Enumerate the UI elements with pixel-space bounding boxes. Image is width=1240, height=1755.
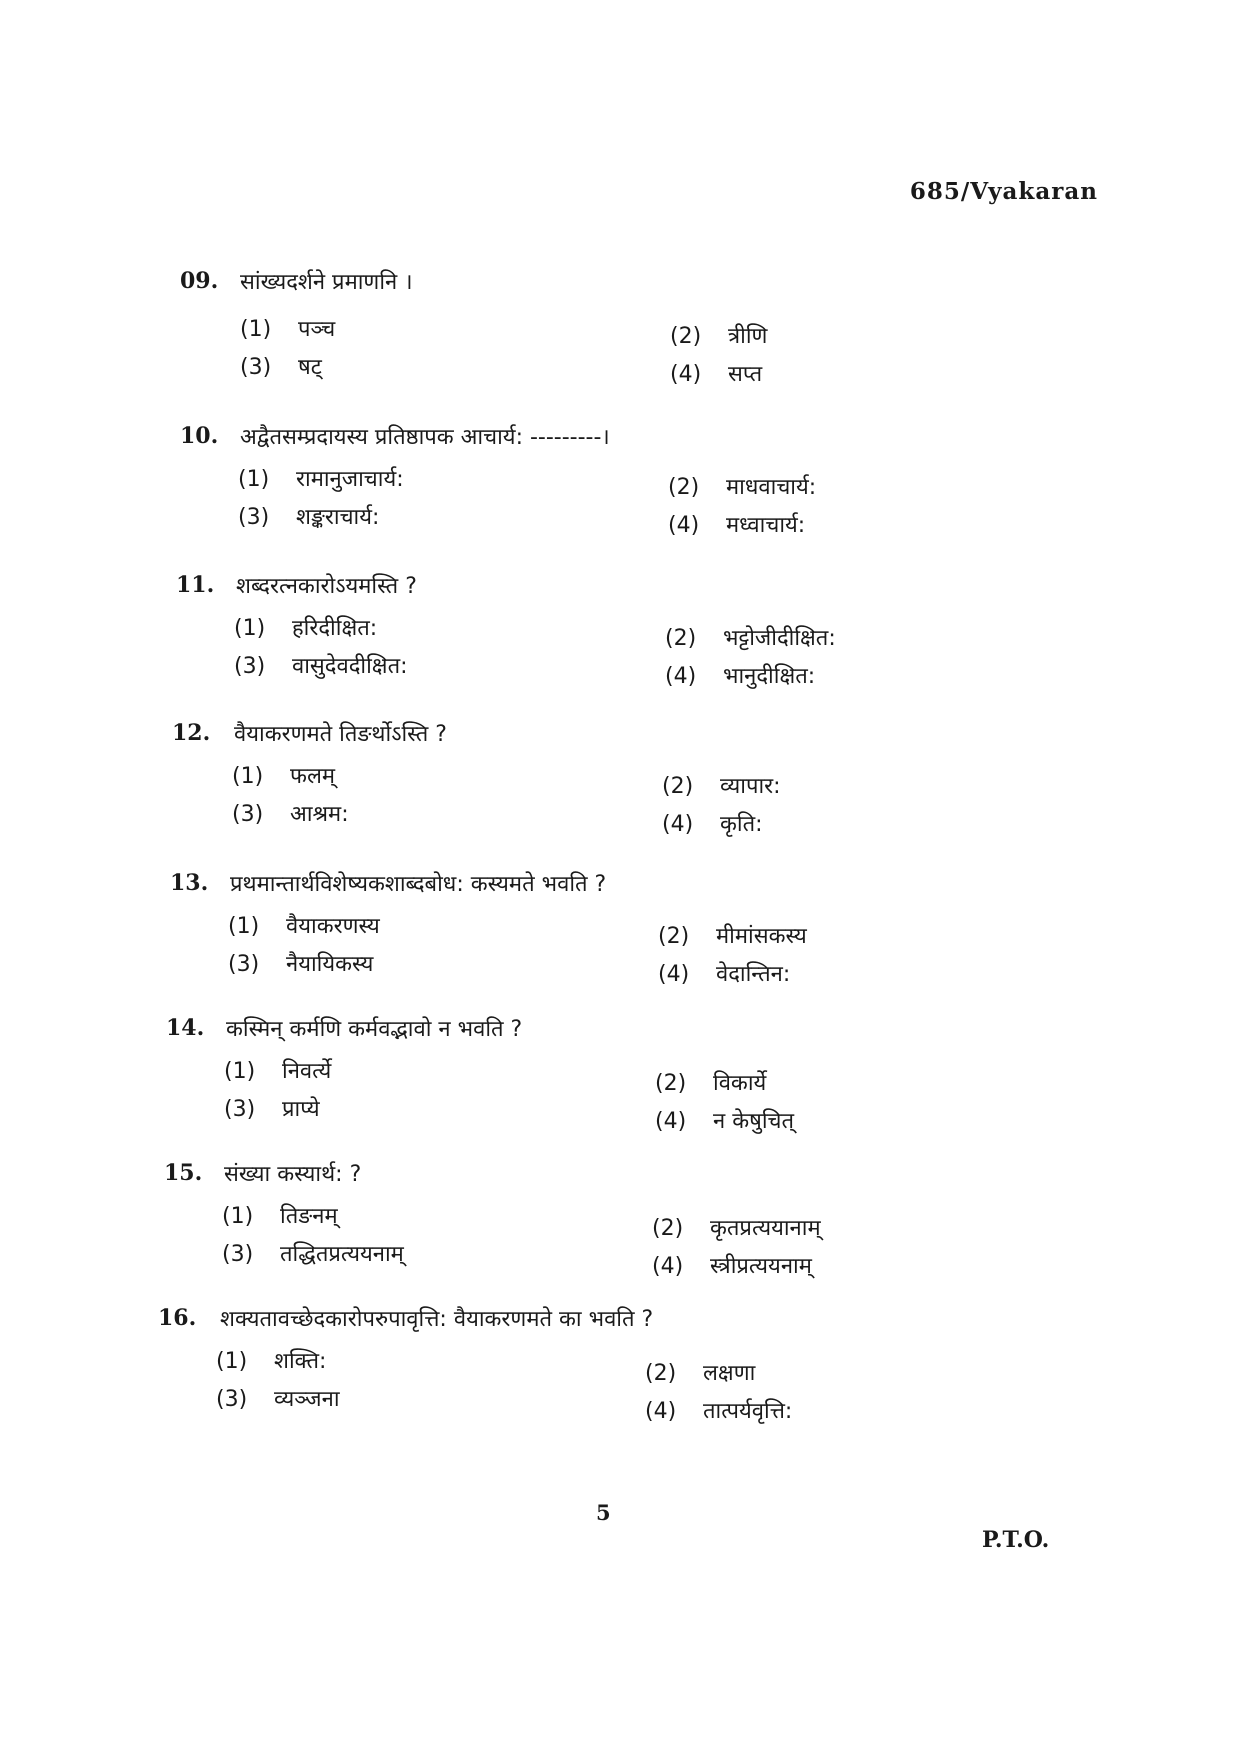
- question-text: सांख्यदर्शने प्रमाणनि ।: [240, 270, 413, 295]
- option-text: आश्रम:: [290, 802, 349, 827]
- option-number: (1): [228, 914, 260, 939]
- question-text: कस्मिन् कर्मणि कर्मवद्भावो न भवति ?: [226, 1017, 523, 1042]
- option-number: (4): [668, 513, 700, 538]
- option-text: शक्ति:: [274, 1349, 327, 1374]
- question-11: [0, 572, 1240, 692]
- question-14: [0, 1015, 1240, 1135]
- option-number: (1): [222, 1204, 254, 1229]
- option-2: [670, 320, 767, 350]
- option-number: (1): [216, 1349, 248, 1374]
- option-3: [240, 351, 322, 381]
- option-text: व्यापार:: [720, 774, 781, 799]
- option-number: (4): [670, 362, 702, 387]
- option-text: हरिदीक्षित:: [292, 616, 378, 641]
- question-13: [0, 870, 1240, 990]
- option-text: व्यञ्जना: [274, 1387, 340, 1412]
- option-text: षट्: [298, 355, 322, 380]
- question-number: 09.: [180, 268, 219, 294]
- option-number: (2): [665, 626, 697, 651]
- option-text: तिङनम्: [280, 1204, 338, 1229]
- option-text: स्त्रीप्रत्ययनाम्: [710, 1254, 812, 1279]
- option-text: निवर्त्ये: [282, 1059, 332, 1084]
- option-4: [658, 958, 790, 988]
- option-3: [232, 798, 349, 828]
- option-text: विकार्ये: [713, 1071, 767, 1096]
- option-4: [670, 358, 762, 388]
- option-number: (2): [655, 1071, 687, 1096]
- question-12: [0, 720, 1240, 840]
- option-4: [665, 660, 815, 690]
- option-1: [238, 463, 404, 493]
- option-text: शङ्कराचार्य:: [296, 505, 380, 530]
- option-number: (2): [668, 475, 700, 500]
- option-1: [234, 612, 377, 642]
- question-text: शब्दरत्नकारोऽयमस्ति ?: [236, 574, 417, 599]
- pto-label: P.T.O.: [982, 1527, 1050, 1553]
- option-4: [655, 1105, 794, 1135]
- option-2: [645, 1357, 755, 1387]
- option-1: [224, 1055, 331, 1085]
- option-text: कृति:: [720, 812, 763, 837]
- question-text: वैयाकरणमते तिङर्थोऽस्ति ?: [234, 722, 447, 747]
- option-2: [655, 1067, 766, 1097]
- question-number: 11.: [176, 572, 215, 598]
- option-number: (4): [662, 812, 694, 837]
- option-text: माधवाचार्य:: [726, 475, 817, 500]
- option-2: [668, 471, 816, 501]
- option-text: फलम्: [290, 764, 336, 789]
- option-text: तद्धितप्रत्ययनाम्: [280, 1242, 404, 1267]
- option-number: (2): [662, 774, 694, 799]
- option-3: [222, 1238, 404, 1268]
- option-number: (1): [232, 764, 264, 789]
- option-number: (3): [238, 505, 270, 530]
- option-number: (2): [670, 324, 702, 349]
- option-4: [645, 1395, 792, 1425]
- option-text: त्रीणि: [728, 324, 768, 349]
- option-3: [216, 1383, 340, 1413]
- option-number: (3): [224, 1097, 256, 1122]
- question-09: [0, 268, 1240, 388]
- option-text: सप्त: [728, 362, 763, 387]
- question-15: [0, 1160, 1240, 1280]
- option-text: मीमांसकस्य: [716, 924, 807, 949]
- option-1: [216, 1345, 326, 1375]
- question-10: [0, 423, 1240, 543]
- option-text: भट्टोजीदीक्षित:: [723, 626, 836, 651]
- option-text: न केषुचित्: [713, 1109, 795, 1134]
- option-1: [222, 1200, 338, 1230]
- option-text: लक्षणा: [703, 1361, 756, 1386]
- question-number: 10.: [180, 423, 219, 449]
- option-3: [238, 501, 379, 531]
- option-3: [228, 948, 373, 978]
- option-text: पञ्च: [298, 317, 336, 342]
- option-number: (1): [238, 467, 270, 492]
- paper-code-header: 685/Vyakaran: [909, 178, 1098, 205]
- option-number: (4): [652, 1254, 684, 1279]
- option-number: (4): [665, 664, 697, 689]
- option-text: वासुदेवदीक्षित:: [292, 654, 408, 679]
- option-3: [224, 1093, 320, 1123]
- page-number: 5: [596, 1500, 611, 1525]
- question-number: 13.: [170, 870, 209, 896]
- option-4: [652, 1250, 812, 1280]
- option-text: भानुदीक्षित:: [723, 664, 816, 689]
- option-number: (3): [234, 654, 266, 679]
- option-2: [652, 1212, 821, 1242]
- option-number: (3): [228, 952, 260, 977]
- option-text: रामानुजाचार्य:: [296, 467, 404, 492]
- option-text: नैयायिकस्य: [286, 952, 374, 977]
- option-number: (3): [222, 1242, 254, 1267]
- option-2: [665, 622, 836, 652]
- option-4: [668, 509, 805, 539]
- option-text: कृतप्रत्ययानाम्: [710, 1216, 821, 1241]
- option-number: (3): [240, 355, 272, 380]
- question-text: शक्यतावच्छेदकारोपरुपावृत्ति: वैयाकरणमते का भवति ?: [220, 1307, 654, 1332]
- question-number: 14.: [166, 1015, 205, 1041]
- option-4: [662, 808, 763, 838]
- option-2: [662, 770, 781, 800]
- question-text: संख्या कस्यार्थ: ?: [224, 1162, 362, 1187]
- question-number: 15.: [164, 1160, 203, 1186]
- option-number: (4): [655, 1109, 687, 1134]
- question-number: 12.: [172, 720, 211, 746]
- option-number: (2): [645, 1361, 677, 1386]
- option-number: (1): [224, 1059, 256, 1084]
- option-1: [228, 910, 380, 940]
- option-2: [658, 920, 807, 950]
- option-1: [232, 760, 335, 790]
- question-text: अद्वैतसम्प्रदायस्य प्रतिष्ठापक आचार्य: ---------।: [240, 425, 610, 450]
- option-text: तात्पर्यवृत्ति:: [703, 1399, 793, 1424]
- option-1: [240, 313, 335, 343]
- option-number: (3): [216, 1387, 248, 1412]
- option-text: मध्वाचार्य:: [726, 513, 806, 538]
- question-16: [0, 1305, 1240, 1425]
- option-text: वेदान्तिन:: [716, 962, 791, 987]
- option-number: (3): [232, 802, 264, 827]
- option-text: प्राप्ये: [282, 1097, 320, 1122]
- option-number: (4): [658, 962, 690, 987]
- option-number: (2): [652, 1216, 684, 1241]
- option-number: (4): [645, 1399, 677, 1424]
- question-number: 16.: [158, 1305, 197, 1331]
- option-number: (1): [234, 616, 266, 641]
- question-text: प्रथमान्तार्थविशेष्यकशाब्दबोध: कस्यमते भवति ?: [230, 872, 607, 897]
- option-3: [234, 650, 408, 680]
- option-number: (2): [658, 924, 690, 949]
- option-number: (1): [240, 317, 272, 342]
- option-text: वैयाकरणस्य: [286, 914, 380, 939]
